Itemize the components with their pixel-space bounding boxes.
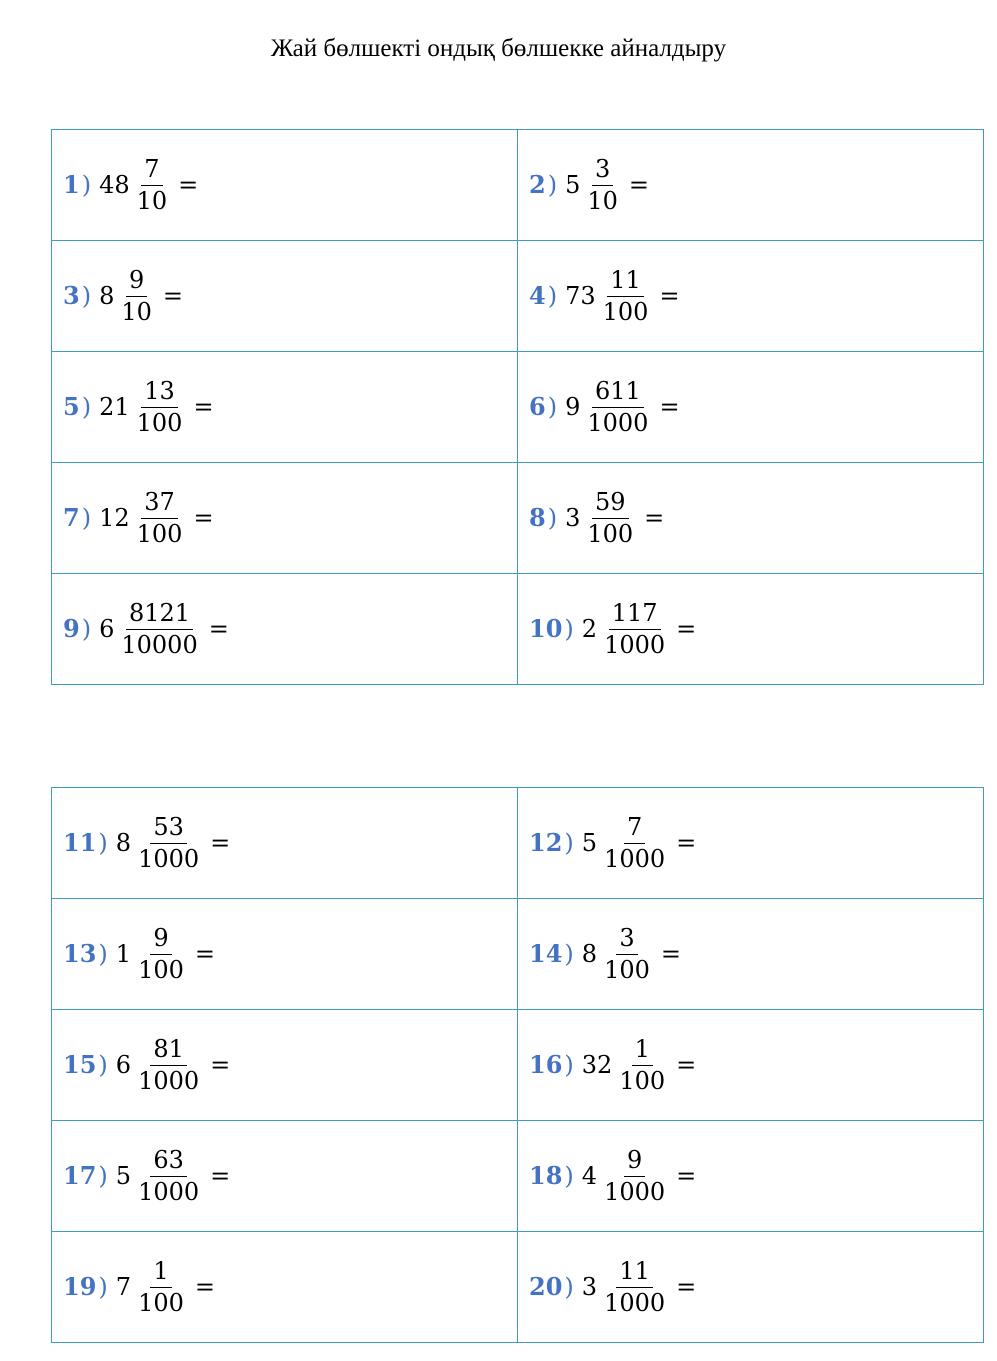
fraction xyxy=(601,1148,668,1204)
whole-part: 5 xyxy=(115,1162,132,1190)
equals-sign: = xyxy=(178,171,199,199)
mixed-number-expression xyxy=(63,815,230,871)
fraction xyxy=(134,157,171,213)
fraction-numerator: 59 xyxy=(592,490,629,519)
fraction-denominator: 100 xyxy=(138,956,184,984)
mixed-number-expression xyxy=(529,1148,696,1204)
exercise-number: 13 xyxy=(63,939,97,968)
fraction xyxy=(134,490,186,546)
exercise-number: 10 xyxy=(529,614,563,643)
fraction xyxy=(135,1037,202,1093)
fraction-denominator: 1000 xyxy=(604,1178,666,1206)
fraction-denominator: 1000 xyxy=(587,409,649,437)
whole-part: 8 xyxy=(99,282,115,310)
exercise-cell xyxy=(518,130,984,241)
table-row xyxy=(52,1121,984,1232)
exercise-number-paren: ) xyxy=(547,504,558,532)
whole-part: 3 xyxy=(581,1273,598,1301)
exercise-number-paren: ) xyxy=(81,282,92,310)
exercise-cell xyxy=(52,574,518,685)
exercise-cell xyxy=(518,574,984,685)
equals-sign: = xyxy=(208,615,229,643)
fraction xyxy=(135,815,202,871)
table-row xyxy=(52,463,984,574)
exercise-cell xyxy=(518,1121,984,1232)
fraction-denominator: 100 xyxy=(587,520,634,548)
whole-part: 3 xyxy=(565,504,581,532)
exercise-number-paren: ) xyxy=(81,504,92,532)
fraction-numerator: 9 xyxy=(150,926,171,955)
whole-part: 1 xyxy=(115,940,132,968)
table-row xyxy=(52,574,984,685)
fraction-denominator: 1000 xyxy=(604,1289,666,1317)
whole-part: 9 xyxy=(565,393,581,421)
table-row xyxy=(52,1232,984,1343)
fraction-denominator: 1000 xyxy=(604,845,666,873)
mixed-number-expression xyxy=(63,1148,230,1204)
whole-part: 2 xyxy=(581,615,598,643)
equals-sign: = xyxy=(644,504,665,532)
exercise-number-paren: ) xyxy=(547,171,558,199)
equals-sign: = xyxy=(659,393,680,421)
exercise-number: 6 xyxy=(529,392,546,421)
table-row xyxy=(52,788,984,899)
equals-sign: = xyxy=(210,829,231,857)
exercise-cell xyxy=(518,1232,984,1343)
fraction xyxy=(601,815,668,871)
mixed-number-expression xyxy=(529,1037,696,1093)
fraction-numerator: 7 xyxy=(141,157,162,186)
exercise-cell xyxy=(518,899,984,1010)
equals-sign: = xyxy=(676,829,697,857)
exercise-number: 15 xyxy=(63,1050,97,1079)
equals-sign: = xyxy=(194,1273,215,1301)
table-row xyxy=(52,1010,984,1121)
whole-part: 6 xyxy=(99,615,115,643)
fraction xyxy=(135,1259,187,1315)
whole-part: 73 xyxy=(565,282,596,310)
table-row xyxy=(52,241,984,352)
exercise-number-paren: ) xyxy=(98,940,108,968)
fraction-numerator: 611 xyxy=(592,379,644,408)
exercise-number: 11 xyxy=(63,828,97,857)
equals-sign: = xyxy=(660,940,681,968)
fraction-denominator: 10 xyxy=(587,187,618,215)
fraction-numerator: 117 xyxy=(609,601,661,630)
fraction-numerator: 3 xyxy=(592,157,613,186)
equals-sign: = xyxy=(628,171,650,199)
fraction-denominator: 1000 xyxy=(604,631,666,659)
whole-part: 21 xyxy=(99,393,130,421)
exercise-number: 9 xyxy=(63,614,80,643)
exercise-number: 16 xyxy=(529,1050,563,1079)
exercise-number-paren: ) xyxy=(547,393,558,421)
fraction xyxy=(118,268,155,324)
fraction-numerator: 1 xyxy=(150,1259,171,1288)
exercise-number: 7 xyxy=(63,503,80,532)
mixed-number-expression xyxy=(63,926,215,982)
whole-part: 8 xyxy=(115,829,132,857)
exercise-table-1-body xyxy=(52,130,984,685)
exercise-cell xyxy=(52,241,518,352)
mixed-number-expression xyxy=(529,815,696,871)
fraction-denominator: 100 xyxy=(138,1289,184,1317)
fraction-numerator: 8121 xyxy=(126,601,193,630)
fraction-denominator: 1000 xyxy=(138,1178,200,1206)
fraction-denominator: 10 xyxy=(121,298,152,326)
equals-sign: = xyxy=(210,1162,231,1190)
exercise-number-paren: ) xyxy=(564,1051,574,1079)
fraction-numerator: 63 xyxy=(150,1148,187,1177)
exercise-cell xyxy=(52,1010,518,1121)
exercise-cell xyxy=(52,1121,518,1232)
exercise-number-paren: ) xyxy=(564,940,574,968)
exercise-number-paren: ) xyxy=(81,615,92,643)
fraction xyxy=(134,379,186,435)
exercise-number: 8 xyxy=(529,503,546,532)
exercise-cell xyxy=(518,463,984,574)
fraction-numerator: 37 xyxy=(141,490,178,519)
fraction xyxy=(600,268,652,324)
exercise-cell xyxy=(52,352,518,463)
fraction xyxy=(135,926,187,982)
equals-sign: = xyxy=(659,282,680,310)
exercise-number: 18 xyxy=(529,1161,563,1190)
mixed-number-expression xyxy=(529,379,680,435)
fraction-numerator: 11 xyxy=(616,1259,653,1288)
exercise-number: 12 xyxy=(529,828,563,857)
fraction-numerator: 13 xyxy=(141,379,178,408)
exercise-cell xyxy=(518,1010,984,1121)
exercise-number-paren: ) xyxy=(564,1162,574,1190)
exercise-cell xyxy=(52,463,518,574)
equals-sign: = xyxy=(194,940,215,968)
fraction xyxy=(584,490,636,546)
fraction-denominator: 1000 xyxy=(138,845,200,873)
mixed-number-expression xyxy=(529,490,664,546)
exercise-number-paren: ) xyxy=(98,1162,108,1190)
exercise-number-paren: ) xyxy=(81,393,92,421)
exercise-number: 14 xyxy=(529,939,563,968)
equals-sign: = xyxy=(193,393,214,421)
whole-part: 7 xyxy=(115,1273,132,1301)
equals-sign: = xyxy=(676,1162,697,1190)
exercise-number-paren: ) xyxy=(564,615,574,643)
mixed-number-expression xyxy=(63,1037,230,1093)
exercise-table-2 xyxy=(51,787,984,1343)
fraction-numerator: 9 xyxy=(624,1148,645,1177)
exercise-table-1 xyxy=(51,129,984,685)
exercise-cell xyxy=(52,899,518,1010)
fraction-numerator: 7 xyxy=(624,815,645,844)
equals-sign: = xyxy=(676,615,697,643)
mixed-number-expression xyxy=(63,157,198,213)
fraction-denominator: 100 xyxy=(136,520,183,548)
mixed-number-expression xyxy=(63,1259,215,1315)
fraction-denominator: 10 xyxy=(136,187,168,215)
fraction-numerator: 11 xyxy=(607,268,644,297)
exercise-cell xyxy=(518,788,984,899)
whole-part: 48 xyxy=(99,171,130,199)
whole-part: 32 xyxy=(581,1051,613,1079)
equals-sign: = xyxy=(676,1273,697,1301)
exercise-number: 5 xyxy=(63,392,80,421)
table-row xyxy=(52,130,984,241)
fraction-denominator: 100 xyxy=(136,409,183,437)
fraction-denominator: 100 xyxy=(602,298,649,326)
exercise-table-2-body xyxy=(52,788,984,1343)
equals-sign: = xyxy=(162,282,184,310)
fraction xyxy=(601,1259,668,1315)
exercise-number: 20 xyxy=(529,1272,563,1301)
exercise-cell xyxy=(518,241,984,352)
whole-part: 6 xyxy=(115,1051,132,1079)
fraction xyxy=(118,601,200,657)
whole-part: 5 xyxy=(581,829,598,857)
table-row xyxy=(52,899,984,1010)
equals-sign: = xyxy=(210,1051,231,1079)
mixed-number-expression xyxy=(529,601,696,657)
exercise-number-paren: ) xyxy=(98,1051,108,1079)
mixed-number-expression xyxy=(63,379,214,435)
exercise-number: 3 xyxy=(63,281,80,310)
fraction-numerator: 81 xyxy=(150,1037,187,1066)
whole-part: 8 xyxy=(581,940,598,968)
exercise-number: 17 xyxy=(63,1161,97,1190)
fraction-numerator: 53 xyxy=(150,815,187,844)
mixed-number-expression xyxy=(529,1259,696,1315)
fraction xyxy=(616,1037,668,1093)
fraction-numerator: 9 xyxy=(126,268,147,297)
mixed-number-expression xyxy=(63,268,183,324)
whole-part: 5 xyxy=(565,171,581,199)
exercise-number-paren: ) xyxy=(564,829,574,857)
mixed-number-expression xyxy=(63,490,214,546)
mixed-number-expression xyxy=(529,157,649,213)
equals-sign: = xyxy=(193,504,214,532)
exercise-number: 1 xyxy=(63,170,80,199)
exercise-number-paren: ) xyxy=(98,829,108,857)
fraction xyxy=(584,157,621,213)
exercise-number-paren: ) xyxy=(547,282,558,310)
fraction xyxy=(601,926,653,982)
page-title: Жай бөлшекті ондық бөлшекке айналдыру xyxy=(270,35,727,62)
fraction-denominator: 100 xyxy=(604,956,650,984)
fraction-numerator: 3 xyxy=(616,926,637,955)
mixed-number-expression xyxy=(529,268,680,324)
exercise-cell xyxy=(518,352,984,463)
mixed-number-expression xyxy=(63,601,229,657)
fraction xyxy=(601,601,668,657)
whole-part: 12 xyxy=(99,504,130,532)
fraction xyxy=(584,379,651,435)
whole-part: 4 xyxy=(581,1162,598,1190)
mixed-number-expression xyxy=(529,926,681,982)
fraction-numerator: 1 xyxy=(632,1037,653,1066)
fraction-denominator: 1000 xyxy=(138,1067,200,1095)
exercise-cell xyxy=(52,1232,518,1343)
exercise-number: 2 xyxy=(529,170,546,199)
exercise-number: 4 xyxy=(529,281,546,310)
table-row xyxy=(52,352,984,463)
fraction-denominator: 10000 xyxy=(121,631,198,659)
fraction xyxy=(135,1148,202,1204)
exercise-cell xyxy=(52,130,518,241)
exercise-number: 19 xyxy=(63,1272,97,1301)
equals-sign: = xyxy=(676,1051,697,1079)
exercise-number-paren: ) xyxy=(81,171,92,199)
exercise-number-paren: ) xyxy=(98,1273,108,1301)
exercise-number-paren: ) xyxy=(564,1273,574,1301)
fraction-denominator: 100 xyxy=(619,1067,666,1095)
exercise-cell xyxy=(52,788,518,899)
